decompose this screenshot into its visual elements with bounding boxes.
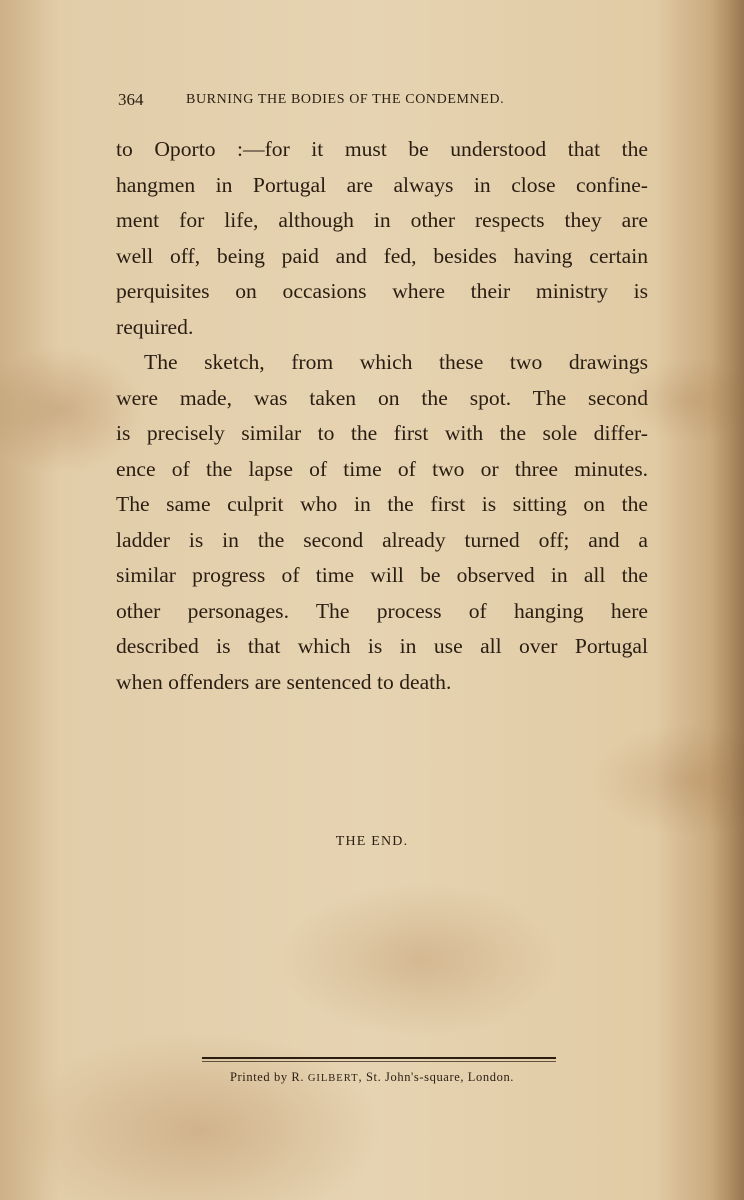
text-line: The sketch, from which these two drawings: [144, 350, 648, 374]
printer-name: GILBERT: [307, 1073, 359, 1084]
text-line: similar progress of time will be observed in all the: [116, 563, 648, 587]
text-line: ment for life, although in other respects they are: [116, 208, 648, 232]
paragraph-1: [116, 132, 648, 345]
page-number: 364: [118, 90, 144, 109]
printer-imprint: [0, 1070, 744, 1085]
text-line: ladder is in the second already turned off; and a: [116, 527, 648, 552]
text-line: The same culprit who in the first is sitting on the: [116, 492, 648, 516]
text-line: perquisites on occasions where their ministry is: [116, 279, 648, 303]
text-line: hangmen in Portugal are always in close confine-: [116, 172, 648, 197]
running-head: BURNING THE BODIES OF THE CONDEMNED.: [186, 92, 505, 107]
body-text: [116, 132, 648, 700]
imprint-rule: [202, 1057, 556, 1059]
text-line: described is that which is in use all over Portugal: [116, 634, 648, 658]
text-line: required.: [116, 314, 194, 339]
text-line: were made, was taken on the spot. The second: [116, 385, 648, 410]
imprint-prefix: Printed by R.: [229, 1070, 308, 1084]
text-line: ence of the lapse of time of two or three minutes.: [116, 456, 648, 481]
imprint-suffix: , St. John's-square, London.: [358, 1070, 515, 1084]
text-line: well off, being paid and fed, besides having certain: [116, 243, 648, 268]
imprint-rule-thin: [202, 1061, 556, 1062]
text-line: when offenders are sentenced to death.: [116, 669, 452, 694]
page-gutter-shadow: [710, 0, 744, 1200]
the-end-mark: THE END.: [335, 834, 409, 849]
text-line: other personages. The process of hanging here: [116, 598, 648, 623]
page-header: [118, 90, 588, 112]
text-line: is precisely similar to the first with the sole differ-: [116, 421, 648, 445]
text-line: to Oporto :—for it must be understood that the: [116, 137, 648, 161]
paragraph-2: [116, 345, 648, 700]
